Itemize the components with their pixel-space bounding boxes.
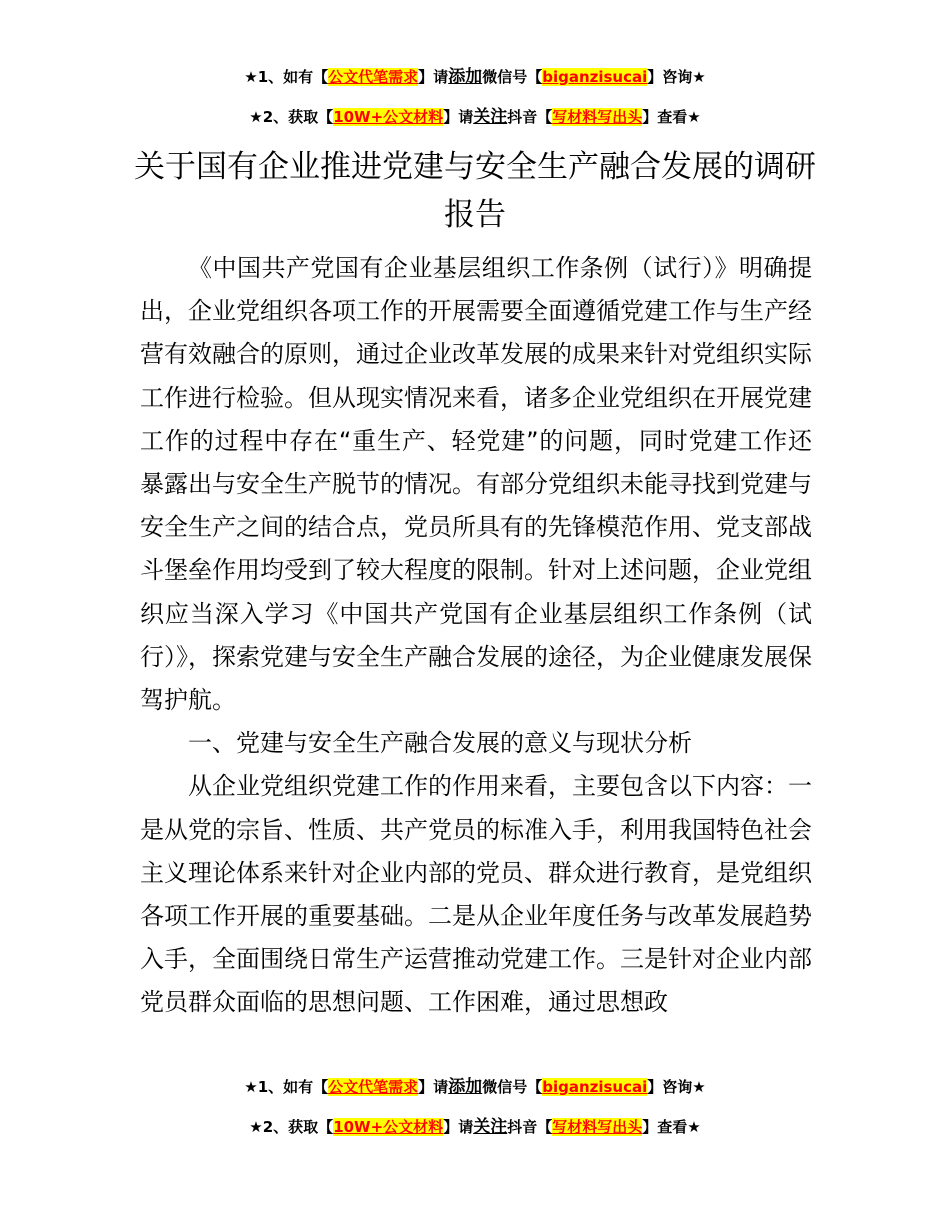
promo-suffix: 】查看★	[642, 1118, 701, 1136]
promo-text: 】请	[443, 108, 474, 126]
promo-line-1-top	[0, 66, 950, 88]
promo-highlight-service: 公文代笔需求	[328, 68, 419, 86]
promo-text: 抖音【	[507, 108, 553, 126]
promo-text: 微信号【	[482, 1078, 543, 1096]
promo-emphasis: 关注	[473, 107, 508, 127]
document-title: 关于国有企业推进党建与安全生产融合发展的调研报告	[134, 149, 816, 233]
document-body	[140, 247, 812, 1025]
promo-suffix: 】查看★	[642, 108, 701, 126]
promo-text: 】请	[443, 1118, 474, 1136]
promo-text: 】请	[418, 1078, 449, 1096]
paragraph-section-1: 从企业党组织党建工作的作用来看，主要包含以下内容：一是从党的宗旨、性质、共产党员的标准入手，利用我国特色社会主义理论体系来针对企业内部的党员、群众进行教育，是党组织各项工作开展的重要基础。二是从企业年度任务与改革发展趋势入手，全面围绕日常生产运营推动党建工作。三是针对企业内部党员群众面临的思想问题、工作困难，通过思想政	[140, 772, 812, 1017]
promo-highlight-materials: 10W+公文材料	[333, 1118, 444, 1136]
promo-highlight-materials: 10W+公文材料	[333, 108, 444, 126]
promo-suffix: 】咨询★	[647, 1078, 706, 1096]
promo-emphasis: 添加	[448, 67, 483, 87]
promo-suffix: 】咨询★	[647, 68, 706, 86]
promo-text: 抖音【	[507, 1118, 553, 1136]
promo-prefix: ★1、如有【	[244, 68, 329, 86]
section-heading-1: 一、党建与安全生产融合发展的意义与现状分析	[188, 729, 692, 758]
promo-text: 】请	[418, 68, 449, 86]
promo-highlight-douyin-account: 写材料写出头	[552, 108, 643, 126]
promo-line-1-bottom	[0, 1076, 950, 1098]
promo-emphasis: 关注	[473, 1117, 508, 1137]
paragraph-intro: 《中国共产党国有企业基层组织工作条例（试行）》明确提出，企业党组织各项工作的开展需要全面遵循党建工作与生产经营有效融合的原则，通过企业改革发展的成果来针对党组织实际工作进行检验。但从现实情况来看，诸多企业党组织在开展党建工作的过程中存在“重生产、轻党建”的问题，同时党建工作还暴露出与安全生产脱节的情况。有部分党组织未能寻找到党建与安全生产之间的结合点，党员所具有的先锋模范作用、党支部战斗堡垒作用均受到了较大程度的限制。针对上述问题，企业党组织应当深入学习《中国共产党国有企业基层组织工作条例（试行）》，探索党建与安全生产融合发展的途径，为企业健康发展保驾护航。	[140, 254, 812, 715]
promo-highlight-service: 公文代笔需求	[328, 1078, 419, 1096]
promo-highlight-douyin-account: 写材料写出头	[552, 1118, 643, 1136]
promo-emphasis: 添加	[448, 1077, 483, 1097]
promo-highlight-wechat-id: biganzisucai	[542, 68, 648, 86]
promo-line-2-bottom	[0, 1116, 950, 1138]
promo-highlight-wechat-id: biganzisucai	[542, 1078, 648, 1096]
promo-prefix: ★2、获取【	[249, 108, 334, 126]
promo-text: 微信号【	[482, 68, 543, 86]
promo-prefix: ★1、如有【	[244, 1078, 329, 1096]
promo-prefix: ★2、获取【	[249, 1118, 334, 1136]
promo-line-2-top	[0, 106, 950, 128]
